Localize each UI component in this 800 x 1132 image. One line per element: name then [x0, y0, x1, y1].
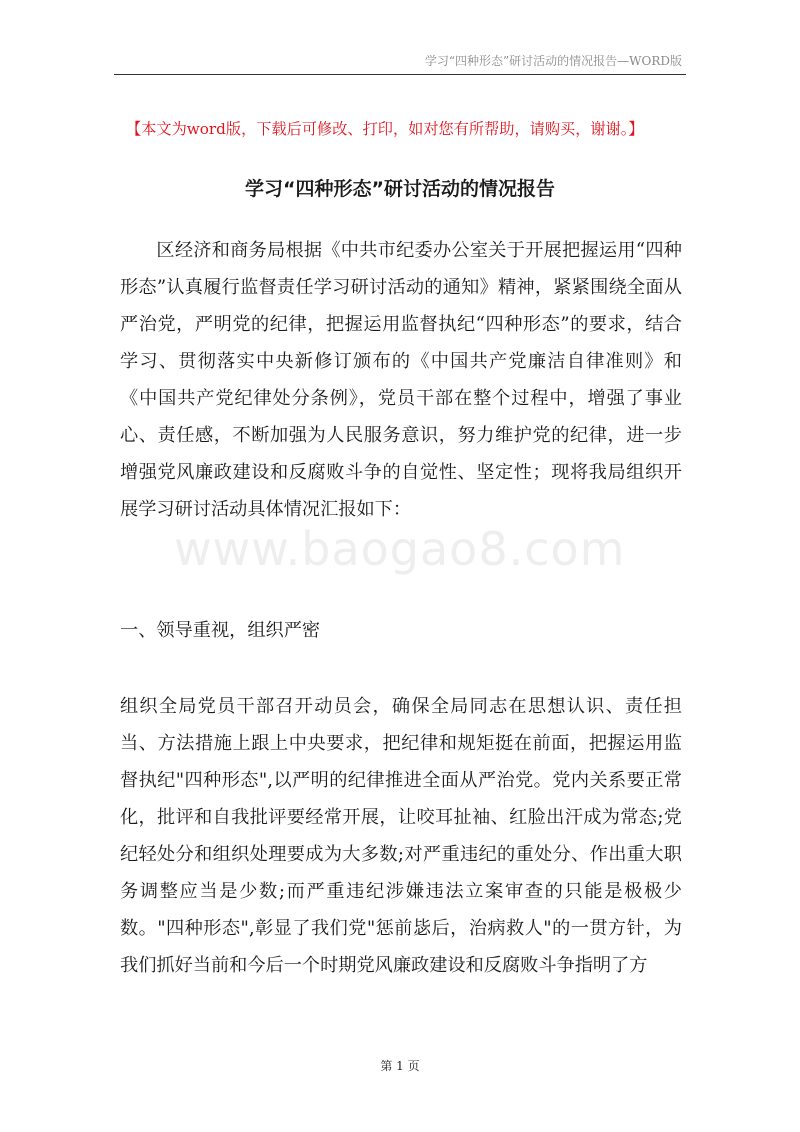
running-header: 学习“四种形态”研讨活动的情况报告—WORD版 [424, 54, 682, 68]
document-title: 学习“四种形态”研讨活动的情况报告 [245, 178, 555, 200]
purchase-notice: 【本文为word版，下载后可修改、打印，如对您有所帮助，请购买，谢谢。】 [126, 120, 644, 138]
intro-paragraph: 区经济和商务局根据《中共市纪委办公室关于开展把握运用“四种形态”认真履行监督责任学习研讨活动的通知》精神，紧紧围绕全面从严治党，严明党的纪律，把握运用监督执纪“四种形态”的要求，结合学习、贯彻落实中央新修订颁布的《中国共产党廉洁自律准则》和《中国共产党纪律处分条例》，党员干部在整个过程中，增强了事业心、责任感，不断加强为人民服务意识，努力维护党的纪律，进一步增强党风廉政建设和反腐败斗争的自觉性、坚定性；现将我局组织开展学习研讨活动具体情况汇报如下： [120, 240, 682, 520]
section-body-paragraph: 组织全局党员干部召开动员会，确保全局同志在思想认识、责任担当、方法措施上跟上中央要求，把纪律和规矩挺在前面，把握运用监督执纪"四种形态",以严明的纪律推进全面从严治党。党内关系要正常化，批评和自我批评要经常开展，让咬耳扯袖、红脸出汗成为常态;党纪轻处分和组织处理要成为大多数;对严重违纪的重处分、作出重大职务调整应当是少数;而严重违纪涉嫌违法立案审查的只能是极极少数。"四种形态",彰显了我们党"惩前毖后，治病救人"的一贯方针，为我们抓好当前和今后一个时期党风廉政建设和反腐败斗争指明了方 [120, 696, 682, 976]
page-number: 第 1 页 [380, 1059, 420, 1073]
watermark: www.baogao8.com [174, 522, 626, 576]
section-heading: 一、领导重视，组织严密 [120, 620, 321, 641]
header-divider [114, 74, 686, 75]
